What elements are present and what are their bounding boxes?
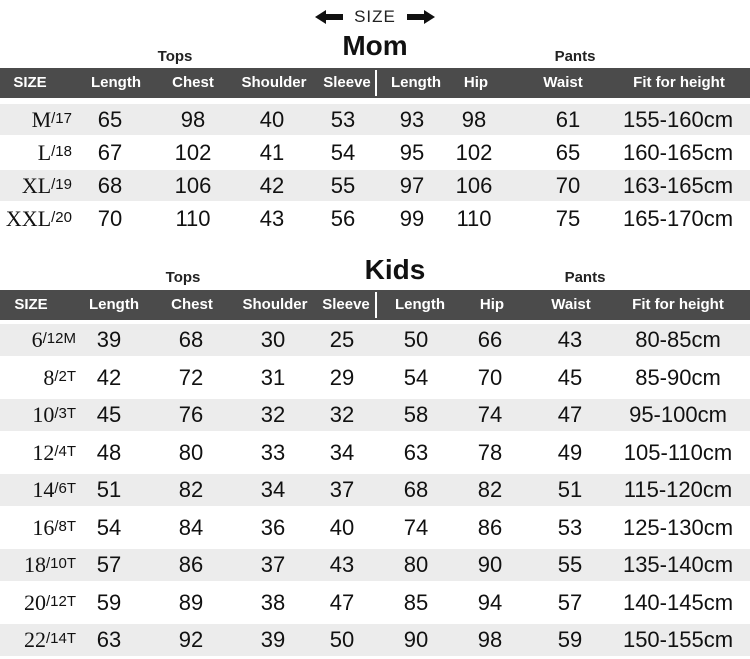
mom-size-cell [0,104,72,138]
kids-title: Kids [364,254,426,285]
kids-table-row [0,624,750,656]
mom-size-value: XL [21,173,52,198]
mom-cell: 98 [461,107,487,132]
mom-cell: 102 [174,140,212,165]
mom-size-cell [0,203,72,237]
kids-size-value: 16 [32,514,55,540]
kids-cell: 82 [477,477,503,502]
kids-size-alt: /14T [45,630,76,647]
kids-table-row [0,437,750,469]
kids-cell: 80-85cm [635,327,721,352]
mom-cell: 53 [330,107,356,132]
kids-cell: 98 [477,627,503,652]
kids-cell: 76 [178,402,204,427]
mom-header-sleeve-4: Sleeve [323,74,371,91]
kids-cell: 37 [329,477,355,502]
arrow-right-icon [407,10,435,24]
kids-cell: 49 [557,439,583,465]
kids-size-cell [0,549,76,584]
kids-cell: 40 [329,514,355,540]
mom-cell: 99 [399,206,425,231]
kids-cell: 38 [260,589,286,615]
mom-cell: 67 [97,140,123,165]
mom-cell: 55 [330,173,356,198]
mom-tops-group-label: Tops [157,48,193,65]
mom-size-alt: /19 [51,176,72,193]
mom-size-value: L [37,140,52,165]
kids-cell: 89 [178,589,204,615]
mom-cell: 70 [555,173,581,198]
kids-cell: 63 [403,439,429,465]
mom-cell: 165-170cm [622,206,734,231]
kids-cell: 105-110cm [623,439,733,465]
kids-cell: 45 [557,364,583,390]
kids-cell: 59 [557,627,583,652]
kids-table-row [0,512,750,544]
kids-cell: 54 [96,514,122,540]
kids-cell: 43 [329,552,355,577]
mom-size-alt: /17 [51,110,72,127]
mom-cell: 106 [174,173,212,198]
mom-size-cell [0,137,72,171]
mom-cell: 110 [175,206,211,231]
kids-header-sleeve-4: Sleeve [322,296,370,313]
kids-cell: 50 [403,327,429,352]
kids-cell: 74 [403,514,429,540]
kids-cell: 33 [260,439,286,465]
kids-cell: 39 [260,627,286,652]
kids-cell: 92 [178,627,204,652]
kids-cell: 74 [477,402,503,427]
kids-cell: 94 [477,589,503,615]
kids-cell: 47 [329,589,355,615]
kids-cell: 39 [96,327,122,352]
mom-cell: 43 [259,206,285,231]
mom-title: Mom [342,30,408,61]
kids-size-alt: /2T [54,367,76,385]
kids-cell: 68 [403,477,429,502]
kids-cell: 85-90cm [635,364,721,390]
kids-cell: 63 [96,627,122,652]
kids-cell: 85 [403,589,429,615]
kids-header-length-1: Length [89,296,139,313]
kids-cell: 80 [403,552,429,577]
kids-table-row [0,587,750,619]
kids-cell: 86 [178,552,204,577]
mom-cell: 160-165cm [622,140,734,165]
kids-size-value: 8 [43,364,55,390]
kids-size-alt: /3T [54,405,76,422]
kids-table-row [0,549,750,581]
kids-cell: 150-155cm [622,627,734,652]
mom-header-size-0: SIZE [13,74,47,91]
kids-table-row [0,474,750,506]
kids-cell: 43 [557,327,583,352]
mom-cell: 41 [259,140,285,165]
kids-size-value: 14 [32,477,55,502]
mom-pants-group-label: Pants [554,48,596,65]
mom-cell: 93 [399,107,425,132]
mom-cell: 106 [455,173,493,198]
kids-size-cell [0,324,76,359]
mom-cell: 110 [456,206,492,231]
size-banner [0,6,750,30]
kids-cell: 58 [403,402,429,427]
mom-cell: 95 [399,140,425,165]
kids-size-value: 22 [23,627,46,652]
mom-header-chest-2: Chest [172,74,214,91]
kids-cell: 45 [96,402,122,427]
kids-cell: 72 [178,364,204,390]
kids-cell: 70 [477,364,503,390]
kids-cell: 78 [477,439,503,465]
kids-cell: 51 [557,477,583,502]
mom-table-row [0,137,750,168]
mom-header-divider [375,70,377,96]
kids-size-alt: /6T [54,480,76,497]
mom-table-row [0,104,750,135]
mom-header-row [0,68,750,98]
kids-cell: 42 [96,364,122,390]
mom-cell: 65 [97,107,123,132]
kids-cell: 31 [260,364,286,390]
kids-size-value: 12 [32,439,55,465]
kids-size-alt: /4T [54,442,76,460]
mom-cell: 98 [180,107,206,132]
kids-cell: 55 [557,552,583,577]
kids-cell: 115-120cm [623,477,733,502]
kids-pants-group-label: Pants [564,269,606,286]
kids-cell: 54 [403,364,429,390]
mom-cell: 155-160cm [622,107,734,132]
kids-cell: 68 [178,327,204,352]
kids-cell: 80 [178,439,204,465]
mom-cell: 61 [555,107,581,132]
mom-size-value: XXL [5,206,52,231]
kids-cell: 32 [260,402,286,427]
kids-size-cell [0,399,76,434]
kids-cell: 57 [96,552,122,577]
mom-header-fit-for-height-8: Fit for height [633,74,725,91]
mom-size-alt: /18 [51,143,72,160]
mom-header-length-1: Length [91,74,141,91]
mom-cell: 163-165cm [622,173,734,198]
mom-header-hip-6: Hip [463,74,489,91]
kids-cell: 125-130cm [622,514,734,540]
kids-table-row [0,324,750,356]
kids-header-row [0,290,750,320]
kids-cell: 53 [557,514,583,540]
kids-cell: 34 [260,477,286,502]
kids-header-waist-7: Waist [551,296,591,313]
kids-cell: 48 [96,439,122,465]
mom-cell: 102 [455,140,493,165]
kids-size-value: 10 [32,402,55,427]
kids-cell: 95-100cm [629,402,727,427]
kids-size-cell [0,474,76,509]
kids-tops-group-label: Tops [165,269,201,286]
mom-cell: 56 [330,206,356,231]
mom-table-row [0,170,750,201]
mom-size-alt: /20 [51,209,72,226]
kids-header-shoulder-3: Shoulder [242,296,308,313]
kids-header-divider [375,292,377,318]
kids-cell: 36 [260,514,286,540]
kids-cell: 30 [260,327,286,352]
mom-size-cell [0,170,72,204]
kids-size-value: 20 [23,589,46,615]
kids-cell: 37 [260,552,286,577]
mom-header-shoulder-3: Shoulder [241,74,307,91]
kids-cell: 29 [329,364,355,390]
kids-cell: 84 [178,514,204,540]
kids-header-size-0: SIZE [14,296,48,313]
kids-cell: 34 [329,439,355,465]
kids-size-cell [0,437,76,472]
kids-size-value: 18 [23,552,46,577]
mom-cell: 97 [399,173,425,198]
kids-header-fit-for-height-8: Fit for height [632,296,724,313]
kids-header-length-5: Length [395,296,445,313]
kids-size-alt: /10T [45,555,76,572]
kids-header-chest-2: Chest [171,296,213,313]
kids-cell: 47 [557,402,583,427]
mom-cell: 65 [555,140,581,165]
kids-size-cell [0,587,76,622]
kids-size-cell [0,512,76,547]
kids-cell: 25 [329,327,355,352]
kids-cell: 59 [96,589,122,615]
mom-cell: 68 [97,173,123,198]
kids-size-cell [0,362,76,397]
kids-cell: 140-145cm [622,589,734,615]
kids-cell: 50 [329,627,355,652]
mom-header-length-5: Length [391,74,441,91]
mom-cell: 70 [97,206,123,231]
kids-table-row [0,399,750,431]
kids-header-hip-6: Hip [479,296,505,313]
kids-cell: 90 [403,627,429,652]
kids-cell: 86 [477,514,503,540]
mom-size-value: M [31,107,52,132]
mom-cell: 42 [259,173,285,198]
kids-size-value: 6 [31,327,43,352]
kids-size-alt: /12M [42,330,76,347]
mom-header-waist-7: Waist [543,74,583,91]
kids-cell: 57 [557,589,583,615]
mom-cell: 40 [259,107,285,132]
mom-table-row [0,203,750,234]
kids-cell: 82 [178,477,204,502]
arrow-left-icon [315,10,343,24]
mom-cell: 54 [330,140,356,165]
kids-table-row [0,362,750,394]
mom-cell: 75 [555,206,581,231]
kids-cell: 51 [96,477,122,502]
kids-size-alt: /12T [45,592,76,610]
kids-cell: 32 [329,402,355,427]
kids-cell: 66 [477,327,503,352]
kids-cell: 90 [477,552,503,577]
size-banner-label: SIZE [354,6,396,26]
kids-cell: 135-140cm [622,552,734,577]
kids-size-alt: /8T [54,517,76,535]
